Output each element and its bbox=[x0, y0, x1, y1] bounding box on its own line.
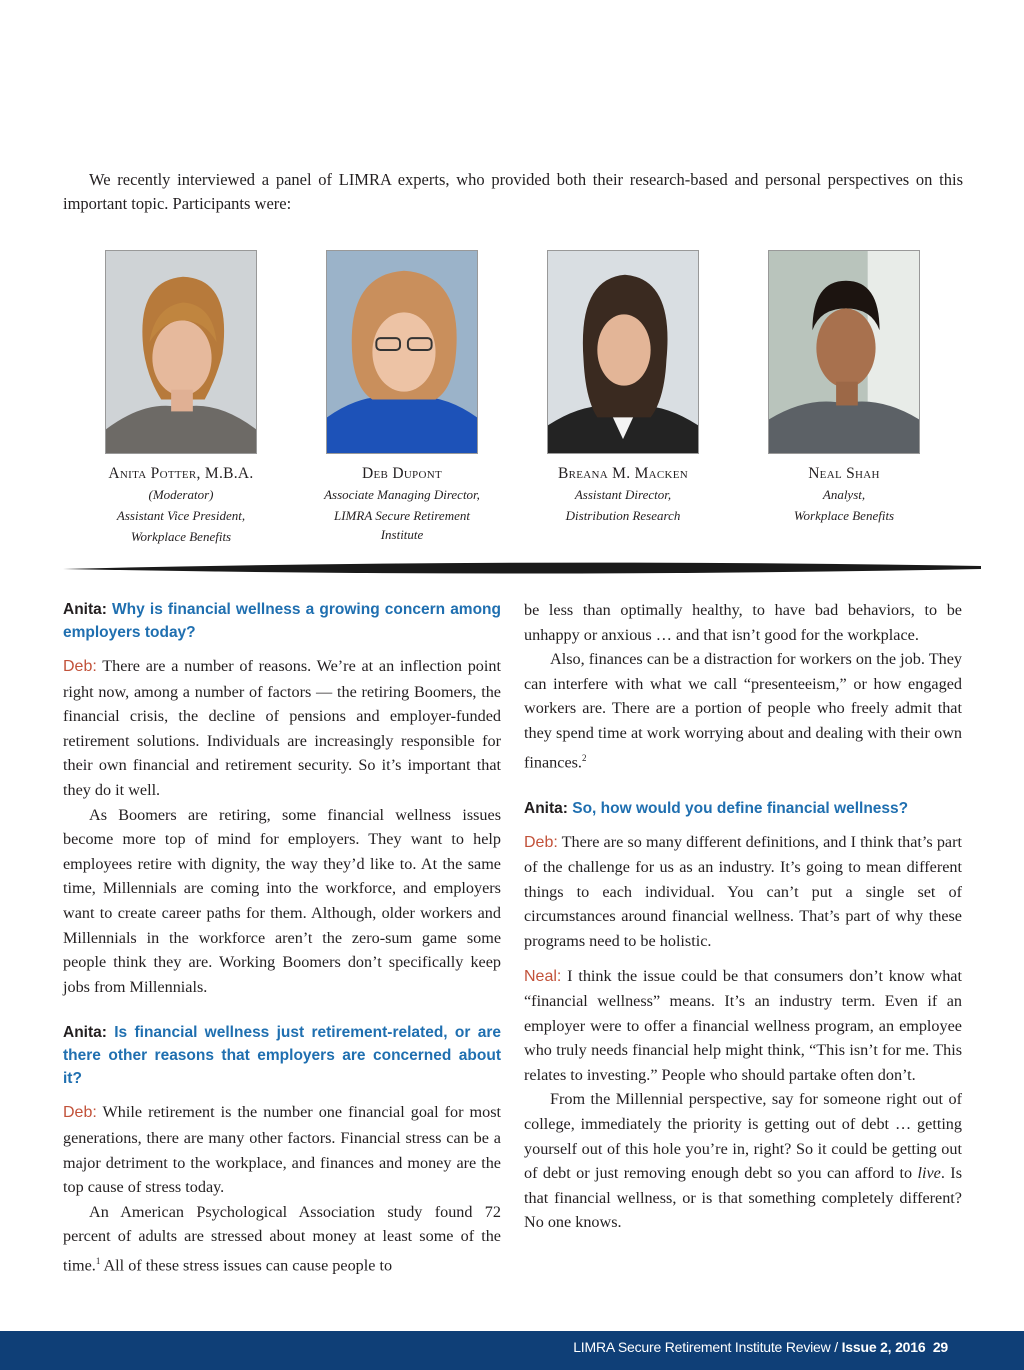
panelist-role: Workplace Benefits bbox=[793, 508, 895, 523]
publication-name: LIMRA Secure Retirement Institute Review / bbox=[573, 1339, 842, 1355]
panelist-role: LIMRA Secure Retirement bbox=[334, 508, 470, 523]
answer-4-continued: From the Millennial perspective, say for someone right out of college, immediately the priority is getting out of debt … getting yourself out of this hole you’re in, right? So it could be getting out of debt or just removing enough debt so you can afford to live. Is that financial wellness, or is that something completely different? No one knows. bbox=[524, 1090, 962, 1232]
article-column-left bbox=[63, 598, 501, 1278]
answer-2-end: be less than optimally healthy, to have bad behaviors, to be unhappy or anxious … and that isn’t good for the workplace. bbox=[524, 601, 962, 644]
question-2: Anita: Is financial wellness just retirement-related, or are there other reasons that employers are concerned about it? bbox=[63, 1024, 501, 1088]
section-divider bbox=[63, 560, 981, 576]
answer-1-continued: As Boomers are retiring, some financial wellness issues become more top of mind for employers. They want to help employees retire with dignity, the way they’d like to. At the same time, Millennials are coming into the workforce, and employers want to create career paths for them. Although, older workers and Millennials in the workforce aren’t the zero-sum game some people think they are. Working Boomers don’t specifically keep jobs from Millennials. bbox=[63, 805, 501, 996]
speaker-label: Neal: bbox=[524, 967, 562, 985]
footer-text bbox=[573, 1339, 948, 1355]
panelist-role: Institute bbox=[380, 527, 424, 542]
panelist-role: Associate Managing Director, bbox=[324, 487, 480, 502]
panelist-role: (Moderator) bbox=[148, 487, 214, 502]
panelist-role: Assistant Vice President, bbox=[116, 508, 246, 523]
page-footer bbox=[0, 1331, 1024, 1370]
question-3: Anita: So, how would you define financial wellness? bbox=[524, 799, 909, 817]
panelist-name: Breana M. Macken bbox=[557, 465, 689, 482]
panelist-role: Analyst, bbox=[822, 487, 866, 502]
panelist-caption-4 bbox=[744, 464, 944, 526]
panelist-role: Distribution Research bbox=[565, 508, 681, 523]
answer-2-extra: Also, finances can be a distraction for workers on the job. They can interfere with what we call “presenteeism,” or how engaged workers are. There are a portion of people who freely admit that they spend time at work worrying about and dealing with their own finances.$^2$ bbox=[524, 650, 962, 771]
panelist-name: Deb Dupont bbox=[362, 465, 442, 482]
panelist-role: Workplace Benefits bbox=[130, 529, 232, 544]
article-column-right bbox=[524, 598, 962, 1235]
speaker-label: Deb: bbox=[63, 1104, 97, 1122]
panelist-photo-2 bbox=[326, 250, 478, 454]
speaker-label: Deb: bbox=[524, 833, 558, 851]
answer-2-continued: An American Psychological Association study found 72 percent of adults are stressed about money at least some of the time.$^1$ All of these stress issues can cause people to bbox=[63, 1202, 501, 1275]
page-number: 29 bbox=[932, 1339, 948, 1355]
intro-paragraph: We recently interviewed a panel of LIMRA experts, who provided both their research-based and personal perspectives on this important topic. Participants were: bbox=[63, 170, 963, 213]
answer-2: Deb: While retirement is the number one financial goal for most generations, there are many other factors. Financial stress can be a major detriment to the workplace, and finances and money are the top cause of stress today. bbox=[63, 1103, 501, 1197]
panelist-photo-3 bbox=[547, 250, 699, 454]
panelist-name: Neal Shah bbox=[808, 465, 880, 482]
panelist-role: Assistant Director, bbox=[574, 487, 672, 502]
panelist-caption-1 bbox=[81, 464, 281, 547]
question-1: Anita: Why is financial wellness a growing concern among employers today? bbox=[63, 601, 501, 641]
panelist-name: Anita Potter, M.B.A. bbox=[108, 465, 254, 482]
answer-1: Deb: There are a number of reasons. We’re at an inflection point right now, among a number of factors — the retiring Boomers, the financial crisis, the decline of pensions and employer-funded retirement solutions. Individuals are increasingly responsible for their own financial and retirement security. So it’s important that they do it well. bbox=[63, 657, 501, 799]
panelist-photo-1 bbox=[105, 250, 257, 454]
issue-label: Issue 2, 2016 bbox=[841, 1339, 926, 1355]
panelist-caption-2 bbox=[302, 464, 502, 543]
panelist-photo-4 bbox=[768, 250, 920, 454]
speaker-label: Deb: bbox=[63, 658, 97, 675]
panelist-caption-3 bbox=[523, 464, 723, 526]
answer-3: Deb: There are so many different definitions, and I think that’s part of the challenge for us as an industry. It’s going to mean different things to each individual. You can’t put a single set of circumstances around financial wellness. That’s part of why these programs need to be holistic. bbox=[524, 832, 962, 950]
answer-4: Neal: I think the issue could be that consumers don’t know what “financial wellness” means. It’s an industry term. Even if an employer were to offer a financial wellness program, an employee who truly needs financial help might think, “This isn’t for me. This relates to investing.” People who should partake often don’t. bbox=[524, 966, 962, 1084]
